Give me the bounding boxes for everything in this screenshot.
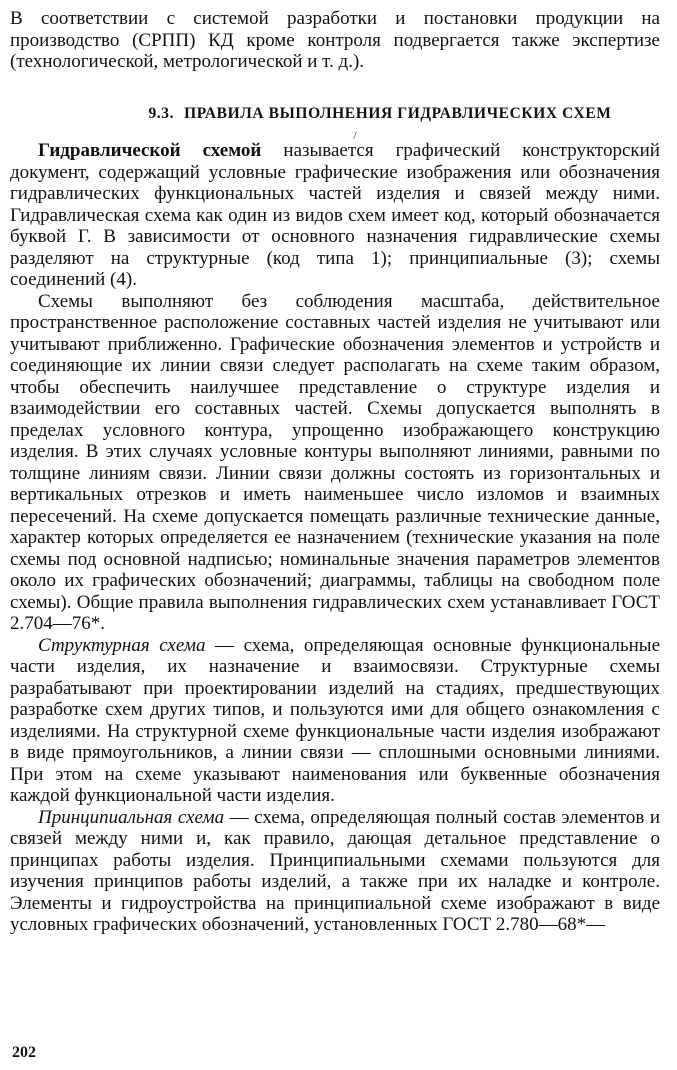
pencil-mark: / (353, 128, 357, 142)
section-title: ПРАВИЛА ВЫПОЛНЕНИЯ ГИДРАВЛИЧЕСКИХ СХЕМ (184, 104, 612, 122)
paragraph-text: называется графический конструкторский документ, содержащий условные графические изображения или обозначения гидравлических функциональных частей изделия и связей между ними. Гидравлическая схема как один из видов схем имеет код, который обозначается буквой Г. В зависимости от основного назначения гидравлические схемы разделяют на структурные (код типа 1); принципиальные (3); схемы соединений (4). (10, 140, 660, 290)
section-number: 9.3. (148, 104, 175, 122)
paragraph-text: — схема, определяющая основные функциональные части изделия, их назначение и взаимосвязи. Структурные схемы разрабатывают при проектировании изделий на стадиях, предшествующих разработке схем других типов, и пользуются ими для общего ознакомления с изделиями. На структурной схеме функциональные части изделия изображают в виде прямоугольников, а линии связи — сплошными основными линиями. При этом на схеме указывают наименования или буквенные обозначения каждой функциональной части изделия. (10, 634, 660, 806)
paragraph-principal-scheme (10, 807, 660, 936)
paragraph-hydraulic-scheme (10, 140, 660, 291)
document-page (10, 8, 660, 936)
section-heading (10, 103, 660, 125)
term-structural-scheme: Структурная схема (38, 634, 206, 656)
paragraph-text: — схема, определяющая полный состав элементов и связей между ними и, как правило, дающая детальное представление о принципах работы изделия. Принципиальными схемами пользуются для изучения принципов работы изделий, а также при их наладке и контроле. Элементы и гидроустройства на принципиальной схеме изображают в виде условных графических обозначений, установленных ГОСТ 2.780—68*— (10, 806, 660, 935)
term-hydraulic-scheme: Гидравлической схемой (38, 140, 262, 161)
page-number: 202 (12, 1044, 36, 1061)
paragraph-scheme-rules: Схемы выполняют без соблюдения масштаба, действительное пространственное расположение составных частей изделия не учитывают или учитывают приближенно. Графические обозначения элементов и устройств и соединяющие их линии связи следует располагать на схеме таким образом, чтобы обеспечить наилучшее представление о структуре изделия и взаимодействии его составных частей. Схемы допускается выполнять в пределах условного контура, упрощенно изображающего конструкцию изделия. В этих случаях условные контуры выполняют линиями, равными по толщине линиям связи. Линии связи должны состоять из горизонтальных и вертикальных отрезков и иметь наименьшее число изломов и взаимных пересечений. На схеме допускается помещать различные технические данные, характер которых определяется ее назначением (технические указания на поле схемы под основной надписью; номинальные значения параметров элементов около их графических обозначений; диаграммы, таблицы на свободном поле схемы). Общие правила выполнения гидравлических схем устанавливает ГОСТ 2.704—76*. (10, 290, 660, 634)
paragraph-structural-scheme (10, 635, 660, 807)
intro-paragraph: В соответствии с системой разработки и постановки продукции на производство (СРПП) КД кроме контроля подвергается также экспертизе (технологической, метрологической и т. д.). (10, 8, 660, 72)
term-principal-scheme: Принципиальная схема (38, 806, 225, 828)
